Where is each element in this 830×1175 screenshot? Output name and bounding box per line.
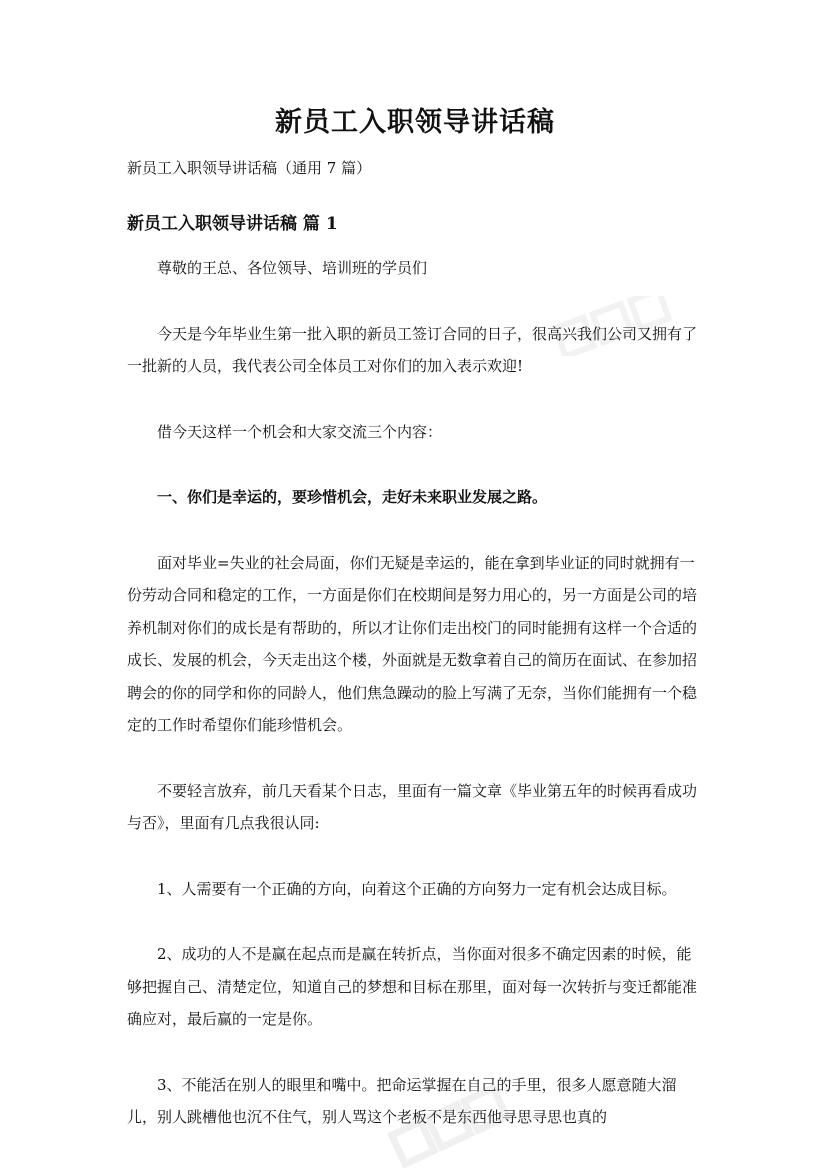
section-heading: 新员工入职领导讲话稿 篇 1 <box>127 214 338 234</box>
point-one-heading: 一、你们是幸运的，要珍惜机会，走好未来职业发展之路。 <box>157 488 548 506</box>
body-paragraph: 不要轻言放弃，前几天看某个日志，里面有一篇文章《毕业第五年的时候再看成功与否》，里面有几点我很认同: <box>127 781 698 832</box>
watermark-icon <box>380 1085 520 1175</box>
intro-paragraph: 借今天这样一个机会和大家交流三个内容： <box>157 422 443 441</box>
document-subtitle: 新员工入职领导讲话稿（通用 7 篇） <box>127 159 372 177</box>
salutation-paragraph: 尊敬的王总、各位领导、培训班的学员们 <box>157 259 428 277</box>
welcome-paragraph: 今天是今年毕业生第一批入职的新员工签订合同的日子，很高兴我们公司又拥有了一批新的人员，我代表公司全体员工对你们的加入表示欢迎! <box>127 324 698 375</box>
body-text <box>127 252 703 1167</box>
page-title: 新员工入职领导讲话稿 <box>275 107 555 138</box>
list-item: 1、人需要有一个正确的方向，向着这个正确的方向努力一定有机会达成目标。 <box>157 879 677 898</box>
list-item: 3、不能活在别人的眼里和嘴中。把命运掌握在自己的手里，很多人愿意随大溜儿，别人跳槽他也沉不住气，别人骂这个老板不是东西他寻思寻思也真的 <box>127 1075 677 1126</box>
list-item: 2、成功的人不是赢在起点而是赢在转折点，当你面对很多不确定因素的时候，能够把握自己、清楚定位，知道自己的梦想和目标在那里，面对每一次转折与变迁都能准确应对，最后赢的一定是你。 <box>127 945 698 1028</box>
body-paragraph: 面对毕业=失业的社会局面，你们无疑是幸运的，能在拿到毕业证的同时就拥有一份劳动合同和稳定的工作，一方面是你们在校期间是努力用心的，另一方面是公司的培养机制对你们的成长是有帮助的，所以才让你们走出校门的同时能拥有这样一个合适的成长、发展的机会，今天走出这个楼，外面就是无数拿着自己的简历在面试、在参加招聘会的你的同学和你的同龄人，他们焦急躁动的脸上写满了无奈，当你们能拥有一个稳定的工作时希望你们能珍惜机会。 <box>127 553 698 734</box>
